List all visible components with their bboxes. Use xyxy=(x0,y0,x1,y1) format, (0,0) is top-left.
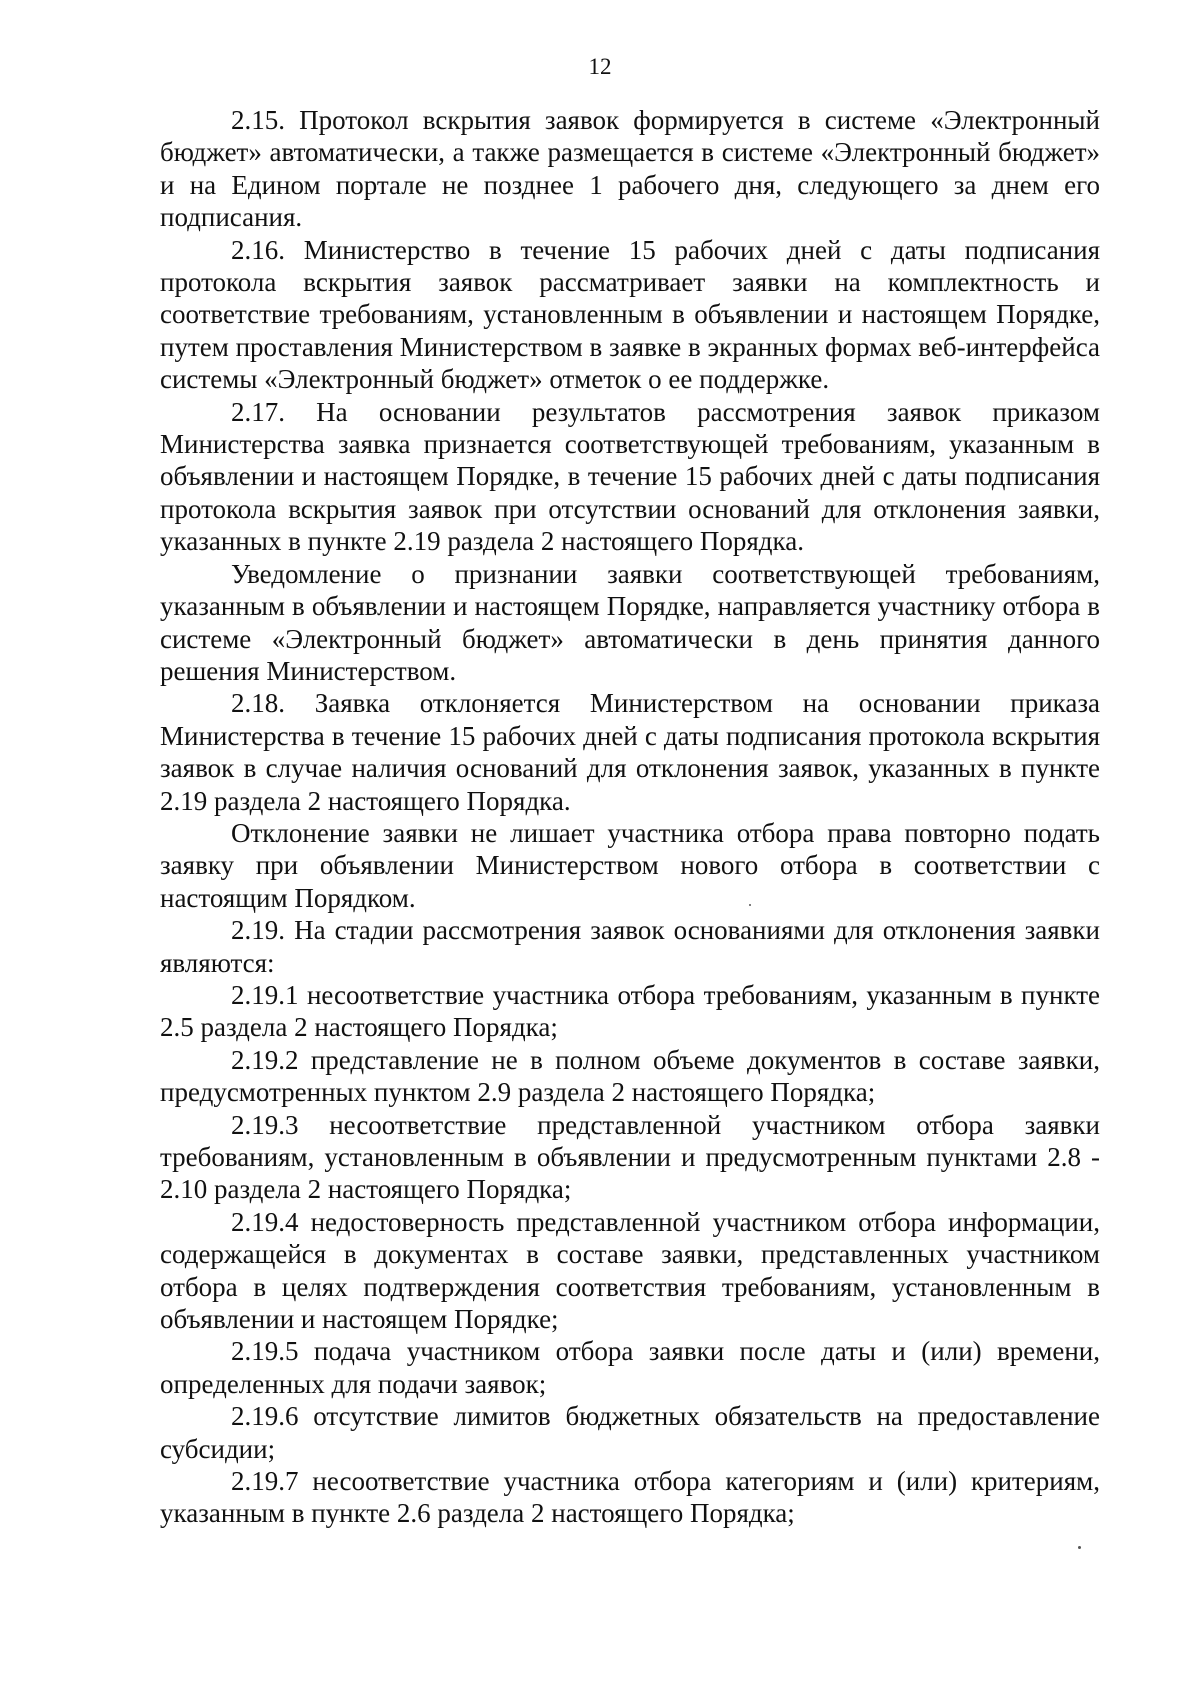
paragraph-rejection-note: Отклонение заявки не лишает участника отбора права повторно подать заявку при объявлении Министерством нового отбора в соответствии с настоящим Порядком. xyxy=(160,817,1100,913)
paragraph-2-18: 2.18. Заявка отклоняется Министерством на основании приказа Министерства в течение 15 рабочих дней с даты подписания протокола вскрытия заявок в случае наличия оснований для отклонения заявок, указанных в пункте 2.19 раздела 2 настоящего Порядка. xyxy=(160,688,1100,816)
paragraph-notification: Уведомление о признании заявки соответствующей требованиям, указанным в объявлении и настоящем Порядке, направляется участнику отбора в системе «Электронный бюджет» автоматически в день принятия данного решения Министерством. xyxy=(160,558,1100,686)
paragraph-2-16: 2.16. Министерство в течение 15 рабочих дней с даты подписания протокола вскрытия заявок рассматривает заявки на комплектность и соответствие требованиям, установленным в объявлении и настоящем Порядке, путем проставления Министерством в заявке в экранных формах веб-интерфейса системы «Электронный бюджет» отметок о ее поддержке. xyxy=(160,234,1100,395)
paragraph-2-19-6: 2.19.6 отсутствие лимитов бюджетных обязательств на предоставление субсидии; xyxy=(160,1401,1100,1464)
document-body xyxy=(160,104,1100,1530)
paragraph-2-19-5: 2.19.5 подача участником отбора заявки после даты и (или) времени, определенных для подачи заявок; xyxy=(160,1336,1100,1399)
paragraph-2-19-2: 2.19.2 представление не в полном объеме документов в составе заявки, предусмотренных пунктом 2.9 раздела 2 настоящего Порядка; xyxy=(160,1044,1100,1108)
paragraph-2-19-4: 2.19.4 недостоверность представленной участником отбора информации, содержащейся в документах в составе заявки, представленных участником отбора в целях подтверждения соответствия требованиям, установленным в объявлении и настоящем Порядке; xyxy=(160,1206,1100,1335)
paragraph-2-15: 2.15. Протокол вскрытия заявок формируется в системе «Электронный бюджет» автоматически, а также размещается в системе «Электронный бюджет» и на Едином портале не позднее 1 рабочего дня, следующего за днем его подписания. xyxy=(160,105,1100,233)
page-number: 12 xyxy=(588,54,612,79)
paragraph-2-17: 2.17. На основании результатов рассмотрения заявок приказом Министерства заявка признается соответствующей требованиям, указанным в объявлении и настоящем Порядке, в течение 15 рабочих дней с даты подписания протокола вскрытия заявок при отсутствии оснований для отклонения заявки, указанных в пункте 2.19 раздела 2 настоящего Порядка. xyxy=(160,396,1100,557)
scan-speck xyxy=(749,904,751,906)
paragraph-2-19: 2.19. На стадии рассмотрения заявок основаниями для отклонения заявки являются: xyxy=(160,915,1100,978)
paragraph-2-19-1: 2.19.1 несоответствие участника отбора требованиям, указанным в пункте 2.5 раздела 2 настоящего Порядка; xyxy=(160,979,1100,1043)
paragraph-2-19-3: 2.19.3 несоответствие представленной участником отбора заявки требованиям, установленным в объявлении и предусмотренным пунктами 2.8 - 2.10 раздела 2 настоящего Порядка; xyxy=(160,1109,1100,1205)
paragraph-2-19-7: 2.19.7 несоответствие участника отбора категориям и (или) критериям, указанным в пункте 2.6 раздела 2 настоящего Порядка; xyxy=(160,1466,1100,1529)
scan-speck xyxy=(1078,1546,1081,1549)
